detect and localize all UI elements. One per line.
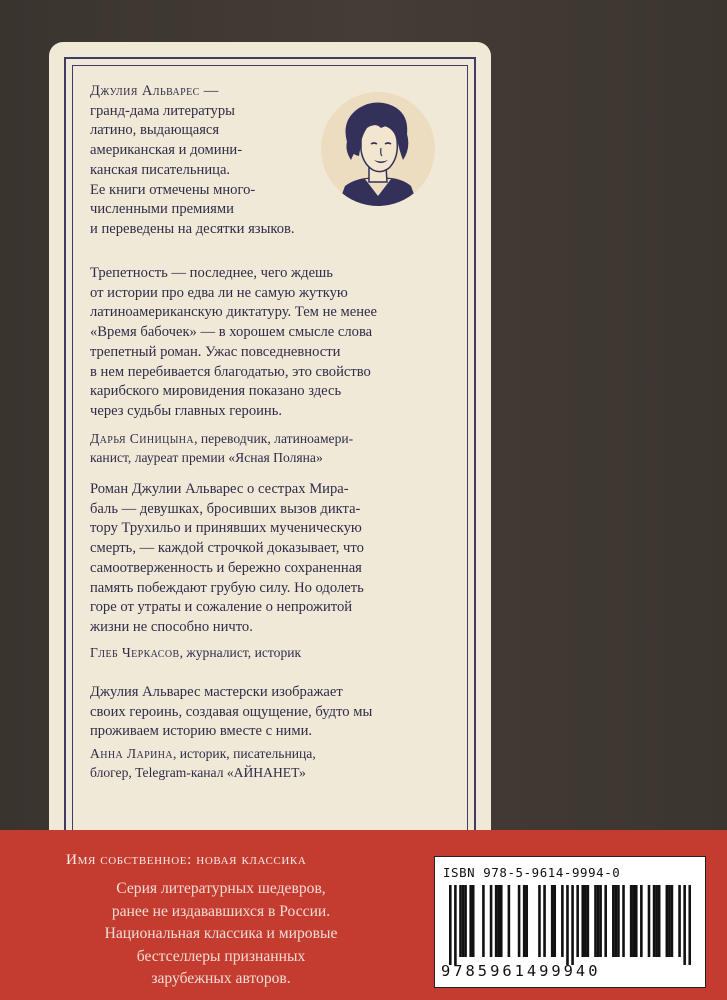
review-line: Джулия Альварес мастерски изображает bbox=[90, 684, 343, 700]
barcode-bar bbox=[490, 885, 493, 957]
reviewer-role-line2: блогер, Telegram-канал «АЙНАНЕТ» bbox=[90, 764, 306, 780]
barcode-bar bbox=[472, 885, 475, 957]
barcode-bar bbox=[464, 885, 467, 957]
barcode-bar bbox=[500, 885, 503, 957]
review-1-attribution bbox=[90, 430, 353, 467]
barcode-bar bbox=[615, 885, 618, 957]
reviewer-name: Глеб Черкасов bbox=[90, 645, 180, 660]
bio-line: латино, выдающаяся bbox=[90, 122, 220, 139]
review-line: память побеждают грубую силу. Но одолеть bbox=[90, 579, 364, 596]
barcode-bar bbox=[666, 885, 669, 957]
barcode-bar bbox=[622, 885, 625, 957]
review-line: проживаем историю вместе с ними. bbox=[90, 723, 313, 740]
barcode-bar bbox=[551, 885, 554, 957]
review-line: самоотверженность и бережно сохраненная bbox=[90, 559, 362, 576]
review-line: латиноамериканскую диктатуру. Тем не менее bbox=[90, 304, 377, 321]
author-bio bbox=[90, 82, 295, 240]
review-2 bbox=[90, 480, 364, 638]
barcode-bar bbox=[576, 885, 579, 957]
reviewer-role: , журналист, историк bbox=[179, 645, 302, 660]
barcode-bar bbox=[469, 885, 472, 957]
series-title: Имя собственное: новая классика bbox=[66, 851, 307, 868]
barcode-bar bbox=[640, 885, 643, 957]
bio-line: Ее книги отмечены много- bbox=[90, 181, 256, 198]
review-line: смерть, — каждой строчкой доказывает, что bbox=[90, 540, 364, 557]
barcode-bar bbox=[566, 885, 569, 965]
barcode-bar bbox=[617, 885, 620, 957]
reviewer-role: , историк, писательница, bbox=[172, 746, 316, 761]
barcode-bar bbox=[648, 885, 651, 957]
barcode-bar bbox=[449, 885, 452, 965]
reviewer-role-line2: канист, лауреат премии «Ясная Поляна» bbox=[90, 449, 323, 465]
barcode-bar bbox=[635, 885, 638, 957]
barcode-bar bbox=[525, 885, 528, 957]
barcode-bar bbox=[571, 885, 574, 965]
review-2-attribution bbox=[90, 644, 301, 663]
review-line: своих героинь, создавая ощущение, будто мы bbox=[90, 703, 373, 720]
barcode-bar bbox=[459, 885, 462, 957]
review-line: баль — девушках, бросивших вызов дикта- bbox=[90, 500, 361, 517]
barcode-bar bbox=[594, 885, 597, 957]
barcode-bar bbox=[655, 885, 658, 957]
barcode-bar bbox=[543, 885, 546, 957]
bio-line: Джулия Альварес — bbox=[90, 83, 219, 99]
barcode-bar bbox=[630, 885, 633, 957]
barcode-bar bbox=[561, 885, 564, 957]
review-line: трепетный роман. Ужас повседневности bbox=[90, 343, 341, 360]
series-line: бестселлеры признанных bbox=[136, 947, 306, 965]
ean-digits: 9785961499940 bbox=[441, 962, 601, 980]
text-card bbox=[49, 42, 491, 842]
series-line: Национальная классика и мировые bbox=[104, 925, 338, 942]
review-line: «Время бабочек» — в хорошем смысле слова bbox=[90, 324, 373, 341]
bio-line: гранд-дама литературы bbox=[90, 102, 235, 119]
review-1 bbox=[90, 264, 377, 422]
barcode-bar bbox=[584, 885, 587, 957]
barcode-bar bbox=[523, 885, 526, 957]
review-line: Роман Джулии Альварес о сестрах Мира- bbox=[90, 481, 349, 497]
isbn-barcode bbox=[434, 856, 706, 988]
barcode-bar bbox=[599, 885, 602, 957]
barcode-bar bbox=[604, 885, 607, 957]
barcode-bar bbox=[462, 885, 465, 957]
barcode-bar bbox=[508, 885, 511, 957]
bio-line: и переведены на десятки языков. bbox=[90, 220, 295, 237]
review-line: через судьбы главных героинь. bbox=[90, 402, 283, 419]
bio-line: канская писательница. bbox=[90, 161, 231, 178]
barcode-bar bbox=[678, 885, 681, 957]
barcode-bar bbox=[683, 885, 686, 965]
review-3 bbox=[90, 683, 372, 742]
barcode-bar bbox=[538, 885, 541, 957]
bio-line: численными премиями bbox=[90, 201, 234, 218]
barcode-bar bbox=[612, 885, 615, 957]
series-line: ранее не издававшихся в России. bbox=[111, 902, 331, 920]
barcode-bar bbox=[671, 885, 674, 957]
series-line: Серия литературных шедевров, bbox=[116, 880, 326, 897]
barcode-bar bbox=[581, 885, 584, 957]
barcode-bar bbox=[518, 885, 521, 957]
author-portrait-icon bbox=[319, 90, 437, 208]
isbn-label: ISBN 978-5-9614-9994-0 bbox=[443, 865, 621, 880]
review-line: горе от утраты и сожаление о непрожитой bbox=[90, 599, 353, 616]
barcode-bar bbox=[587, 885, 590, 957]
reviewer-name: Анна Ларина bbox=[90, 746, 173, 761]
review-line: тору Трухильо и принявших мученическую bbox=[90, 520, 362, 537]
review-line: от истории про едва ли не самую жуткую bbox=[90, 284, 348, 301]
reviewer-name: Дарья Синицына bbox=[90, 431, 195, 446]
barcode-bar bbox=[632, 885, 635, 957]
barcode-bar bbox=[668, 885, 671, 957]
barcode-bar bbox=[482, 885, 485, 957]
review-line: Трепетность — последнее, чего ждешь bbox=[90, 265, 333, 281]
barcode-bar bbox=[454, 885, 457, 965]
barcode-bar bbox=[653, 885, 656, 957]
bio-line: американская и домини- bbox=[90, 142, 243, 159]
barcode-bar bbox=[688, 885, 691, 965]
review-line: в нем перебивается благодатью, это свойство bbox=[90, 363, 371, 380]
series-line: зарубежных авторов. bbox=[151, 970, 291, 987]
barcode-bar bbox=[553, 885, 556, 957]
reviewer-role: , переводчик, латиноамери- bbox=[194, 431, 354, 446]
review-line: карибского мировидения показано здесь bbox=[90, 383, 342, 400]
series-description bbox=[46, 878, 396, 991]
barcode-bar bbox=[658, 885, 661, 957]
barcode-bar bbox=[497, 885, 500, 957]
barcode-bar bbox=[495, 885, 498, 957]
review-3-attribution bbox=[90, 745, 316, 782]
barcode-bar bbox=[597, 885, 600, 957]
barcode-icon bbox=[449, 885, 691, 965]
review-line: жизни не способно ничто. bbox=[90, 618, 253, 635]
